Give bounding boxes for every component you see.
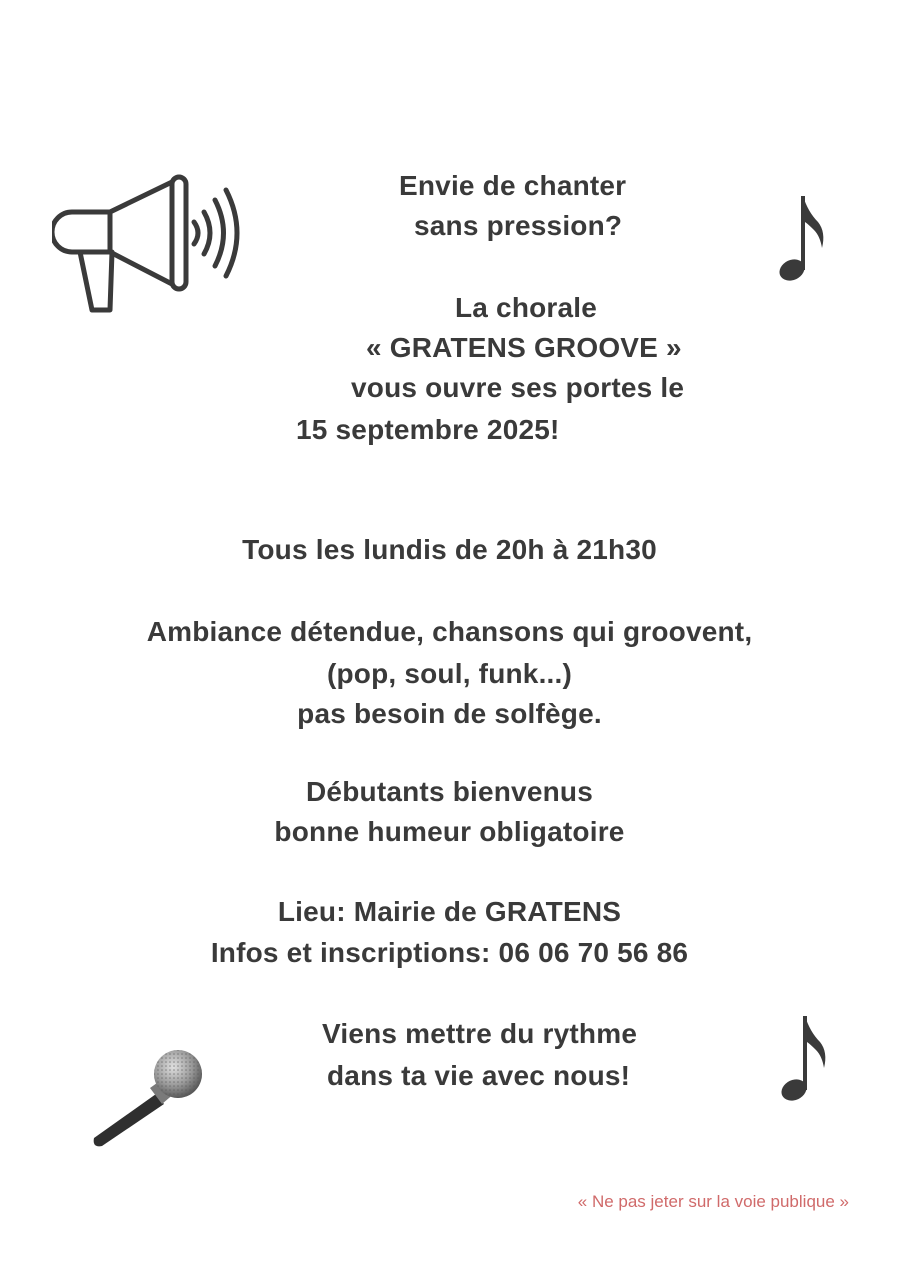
intro-line-2: sans pression? <box>414 210 623 241</box>
intro-line-1: Envie de chanter <box>399 170 627 201</box>
announcement-line-1: La chorale <box>455 292 598 323</box>
welcome-line-1: Débutants bienvenus <box>306 776 593 807</box>
ambiance-line-1: Ambiance détendue, chansons qui groovent, <box>146 616 753 647</box>
start-date: 15 septembre 2025! <box>296 414 560 445</box>
ambiance-line-3: pas besoin de solfège. <box>297 698 602 729</box>
megaphone-icon <box>52 172 247 317</box>
choir-name: « GRATENS GROOVE » <box>366 332 682 363</box>
closing-line-1: Viens mettre du rythme <box>322 1018 638 1049</box>
welcome-line-2: bonne humeur obligatoire <box>274 816 625 847</box>
microphone-icon <box>84 1044 209 1149</box>
schedule: Tous les lundis de 20h à 21h30 <box>242 534 657 565</box>
location: Lieu: Mairie de GRATENS <box>277 896 622 927</box>
ambiance-line-2: (pop, soul, funk...) <box>326 658 573 689</box>
music-note-icon <box>780 1012 830 1104</box>
contact-info: Infos et inscriptions: 06 06 70 56 86 <box>210 937 689 968</box>
announcement-line-3: vous ouvre ses portes le <box>351 372 685 403</box>
footer-note: « Ne pas jeter sur la voie publique » <box>577 1192 849 1211</box>
closing-line-2: dans ta vie avec nous! <box>327 1060 631 1091</box>
music-note-icon <box>778 192 828 284</box>
